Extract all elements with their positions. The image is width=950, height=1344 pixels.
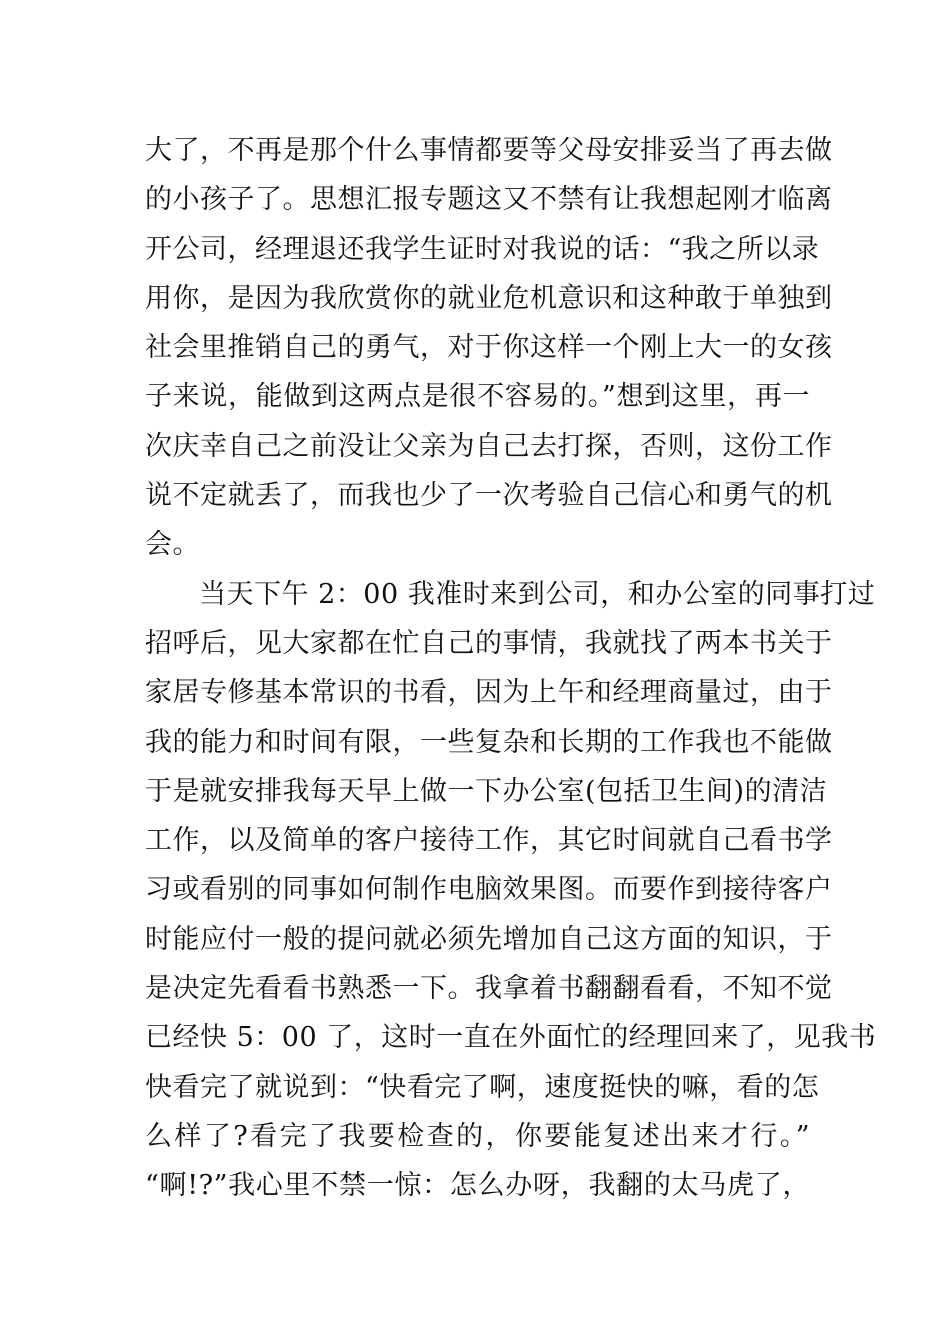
text-line: 开公司，经理退还我学生证时对我说的话：“我之所以录 (145, 233, 820, 265)
text-line: 次庆幸自己之前没让父亲为自己去打探，否则，这份工作 (145, 430, 833, 462)
text-line: 快看完了就说到：“快看完了啊，速度挺快的嘛，看的怎 (145, 1071, 820, 1103)
text-line: 家居专修基本常识的书看，因为上午和经理商量过，由于 (145, 677, 833, 709)
text-line: 时能应付一般的提问就必须先增加自己这方面的知识，于 (145, 923, 833, 955)
text-line: 子来说，能做到这两点是很不容易的。”想到这里，再一 (145, 381, 810, 413)
text-line: 是决定先看看书熟悉一下。我拿着书翻翻看看，不知不觉 (145, 973, 833, 1005)
paragraph-first-line: 当天下午 2：00 我准时来到公司，和办公室的同事打过 (199, 578, 876, 610)
body-text (145, 126, 877, 1211)
text-line: 会。 (145, 529, 200, 561)
text-line: 用你，是因为我欣赏你的就业危机意识和这种敢于单独到 (145, 282, 833, 314)
text-line: 么样了?看完了我要检查的，你要能复述出来才行。” (145, 1120, 810, 1152)
text-line: 社会里推销自己的勇气，对于你这样一个刚上大一的女孩 (145, 332, 833, 364)
text-line: 我的能力和时间有限，一些复杂和长期的工作我也不能做 (145, 726, 833, 758)
text-line: “啊!?”我心里不禁一惊：怎么办呀，我翻的太马虎了， (145, 1170, 810, 1202)
text-line: 大了，不再是那个什么事情都要等父母安排妥当了再去做 (145, 135, 833, 166)
text-line: 说不定就丢了，而我也少了一次考验自己信心和勇气的机 (145, 480, 833, 512)
text-line: 习或看别的同事如何制作电脑效果图。而要作到接待客户 (145, 874, 833, 906)
text-line: 已经快 5：00 了，这时一直在外面忙的经理回来了，见我书 (145, 1022, 877, 1054)
text-line: 招呼后，见大家都在忙自己的事情，我就找了两本书关于 (145, 627, 833, 659)
text-line: 于是就安排我每天早上做一下办公室(包括卫生间)的清洁 (145, 775, 828, 807)
text-line: 的小孩子了。思想汇报专题这又不禁有让我想起刚才临离 (145, 184, 833, 216)
text-line: 工作，以及简单的客户接待工作，其它时间就自己看书学 (145, 825, 833, 857)
